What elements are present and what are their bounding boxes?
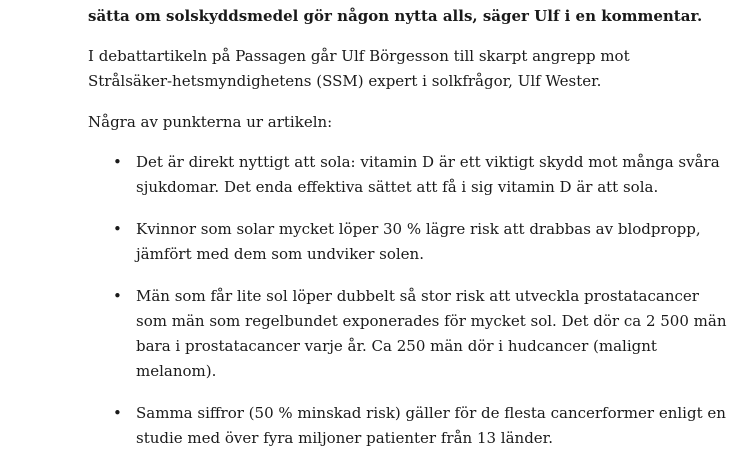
bullet-icon: • (113, 287, 122, 305)
bullet-icon: • (113, 404, 122, 422)
list-item (88, 401, 728, 451)
list-item-text: Män som får lite sol löper dubbelt så stor risk att utveckla prostatacancer som män som regelbundet exponerades för mycket sol. Det dör ca 2 500 män bara i prostatacancer varje år. Ca 250 män dör i hudcancer (malignt melanom). (136, 287, 727, 380)
list-item (88, 217, 728, 267)
list-item-text: Kvinnor som solar mycket löper 30 % lägre risk att drabbas av blodpropp, jämfört med dem som undviker solen. (136, 220, 701, 263)
bullet-icon: • (113, 153, 122, 171)
lead-text: sätta om solskyddsmedel gör någon nytta alls, säger Ulf i en kommentar. (88, 7, 703, 25)
list-item-text: Det är direkt nyttigt att sola: vitamin D är ett viktigt skydd mot många svåra sjukdomar. Det enda effektiva sättet att få i sig vitamin D är att sola. (136, 153, 720, 196)
bullet-icon: • (113, 220, 122, 238)
paragraph-debate: I debattartikeln på Passagen går Ulf Börgesson till skarpt angrepp mot Strålsäker-hetsmyndighetens (SSM) expert i solkfrågor, Ulf Wester. (88, 47, 630, 90)
list-item (88, 284, 728, 384)
list-item (88, 150, 728, 200)
list-item-text: Samma siffror (50 % minskad risk) gäller för de flesta cancerformer enligt en studie med över fyra miljoner patienter från 13 länder. (136, 404, 726, 447)
paragraph-points-intro: Några av punkterna ur artikeln: (88, 113, 333, 131)
bullet-list (88, 150, 728, 451)
